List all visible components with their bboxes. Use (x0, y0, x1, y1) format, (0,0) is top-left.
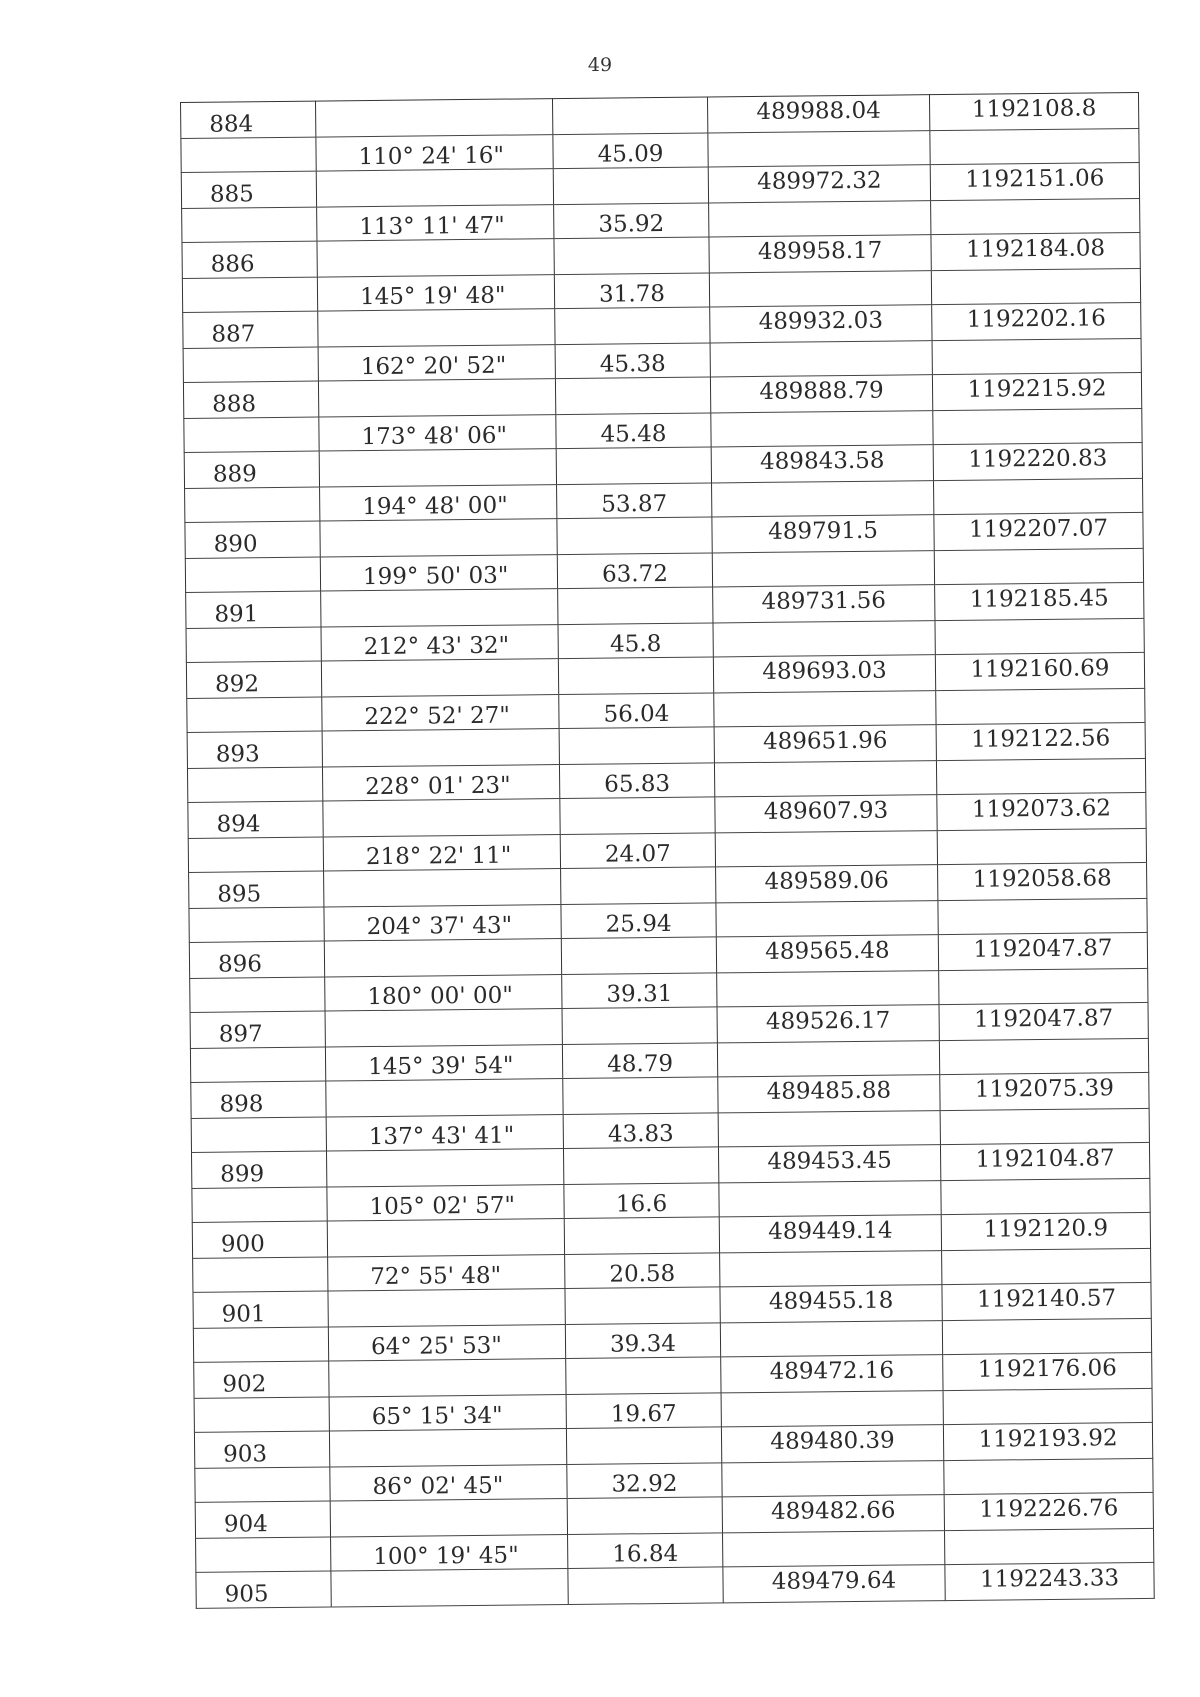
station-cell: 903 (194, 1431, 329, 1468)
distance-cell (561, 937, 716, 975)
northing-cell (930, 128, 1139, 164)
northing-cell: 1192108.8 (929, 92, 1138, 130)
northing-cell: 1192140.57 (942, 1282, 1151, 1320)
distance-cell: 19.67 (566, 1393, 721, 1429)
distance-cell (554, 237, 709, 275)
bearing-cell (319, 449, 556, 487)
station-cell: 901 (193, 1291, 328, 1328)
northing-cell: 1192104.87 (940, 1142, 1149, 1180)
distance-cell: 45.8 (558, 623, 713, 659)
distance-cell: 16.84 (568, 1533, 723, 1569)
station-cell (181, 137, 316, 172)
station-cell (193, 1257, 328, 1292)
easting-cell (719, 1181, 941, 1217)
northing-cell (936, 758, 1145, 794)
bearing-cell (329, 1429, 566, 1467)
distance-cell: 16.6 (564, 1183, 719, 1219)
northing-cell: 1192047.87 (939, 1002, 1148, 1040)
distance-cell (552, 97, 707, 135)
bearing-cell: 100° 19' 45" (331, 1535, 568, 1571)
distance-cell: 48.79 (562, 1043, 717, 1079)
bearing-cell (330, 1499, 567, 1537)
bearing-cell (325, 1009, 562, 1047)
northing-cell: 1192243.33 (945, 1562, 1154, 1600)
station-cell (185, 557, 320, 592)
easting-cell (723, 1531, 945, 1567)
easting-cell: 489651.96 (714, 725, 936, 763)
easting-cell: 489565.48 (716, 935, 938, 973)
northing-cell: 1192202.16 (932, 302, 1141, 340)
distance-cell: 53.87 (557, 483, 712, 519)
easting-cell: 489485.88 (718, 1075, 940, 1113)
station-cell (184, 417, 319, 452)
northing-cell (938, 898, 1147, 934)
bearing-cell (324, 869, 561, 907)
station-cell (193, 1327, 328, 1362)
bearing-cell (323, 799, 560, 837)
station-cell (190, 977, 325, 1012)
easting-cell: 489791.5 (712, 515, 934, 553)
easting-cell (709, 201, 931, 237)
page-number: 49 (587, 54, 613, 76)
easting-cell (721, 1391, 943, 1427)
easting-cell (715, 831, 937, 867)
northing-cell (931, 268, 1140, 304)
easting-cell: 489693.03 (713, 655, 935, 693)
easting-cell: 489526.17 (717, 1005, 939, 1043)
station-cell (191, 1117, 326, 1152)
bearing-cell: 162° 20' 52" (318, 345, 555, 381)
northing-cell: 1192120.9 (941, 1212, 1150, 1250)
northing-cell (939, 1038, 1148, 1074)
distance-cell: 39.34 (565, 1323, 720, 1359)
distance-cell: 25.94 (561, 903, 716, 939)
distance-cell: 56.04 (559, 693, 714, 729)
bearing-cell: 194° 48' 00" (320, 485, 557, 521)
bearing-cell: 105° 02' 57" (327, 1185, 564, 1221)
northing-cell (939, 968, 1148, 1004)
bearing-cell (331, 1569, 568, 1607)
station-cell (190, 1047, 325, 1082)
easting-cell (714, 691, 936, 727)
bearing-cell (320, 519, 557, 557)
station-cell (196, 1537, 331, 1572)
bearing-cell (321, 659, 558, 697)
easting-cell: 489455.18 (720, 1285, 942, 1323)
station-cell: 894 (188, 801, 323, 838)
northing-cell (935, 618, 1144, 654)
station-cell (189, 907, 324, 942)
bearing-cell: 65° 15' 34" (329, 1395, 566, 1431)
distance-cell (560, 797, 715, 835)
station-cell (182, 277, 317, 312)
easting-cell (720, 1321, 942, 1357)
easting-cell: 489482.66 (722, 1495, 944, 1533)
station-cell: 905 (196, 1571, 331, 1608)
station-cell: 893 (187, 731, 322, 768)
distance-cell (555, 377, 710, 415)
bearing-cell: 145° 39' 54" (325, 1045, 562, 1081)
northing-cell: 1192220.83 (933, 442, 1142, 480)
distance-cell: 20.58 (565, 1253, 720, 1289)
station-cell (192, 1187, 327, 1222)
easting-cell: 489843.58 (711, 445, 933, 483)
easting-cell: 489453.45 (718, 1145, 940, 1183)
bearing-cell: 228° 01' 23" (322, 765, 559, 801)
bearing-cell: 218° 22' 11" (323, 835, 560, 871)
distance-cell: 43.83 (563, 1113, 718, 1149)
northing-cell (936, 688, 1145, 724)
bearing-cell: 145° 19' 48" (317, 275, 554, 311)
easting-cell (720, 1251, 942, 1287)
bearing-cell (328, 1289, 565, 1327)
station-cell (186, 627, 321, 662)
distance-cell: 45.09 (553, 133, 708, 169)
station-cell: 899 (192, 1151, 327, 1188)
northing-cell: 1192184.08 (931, 232, 1140, 270)
northing-cell: 1192185.45 (935, 582, 1144, 620)
easting-cell (714, 761, 936, 797)
bearing-cell (316, 169, 553, 207)
station-cell: 902 (194, 1361, 329, 1398)
distance-cell: 45.38 (555, 343, 710, 379)
easting-cell: 489607.93 (715, 795, 937, 833)
northing-cell: 1192151.06 (930, 162, 1139, 200)
northing-cell (942, 1318, 1151, 1354)
distance-cell: 65.83 (559, 763, 714, 799)
station-cell: 886 (182, 241, 317, 278)
bearing-cell: 222° 52' 27" (322, 695, 559, 731)
bearing-cell (326, 1149, 563, 1187)
distance-cell (563, 1077, 718, 1115)
northing-cell (934, 548, 1143, 584)
survey-coordinates-table (180, 92, 1155, 1609)
easting-cell: 489449.14 (719, 1215, 941, 1253)
distance-cell (561, 867, 716, 905)
northing-cell: 1192160.69 (935, 652, 1144, 690)
northing-cell: 1192215.92 (932, 372, 1141, 410)
distance-cell (559, 727, 714, 765)
easting-cell: 489472.16 (721, 1355, 943, 1393)
station-cell: 884 (181, 101, 316, 138)
northing-cell (945, 1528, 1154, 1564)
distance-cell: 32.92 (567, 1463, 722, 1499)
northing-cell (943, 1388, 1152, 1424)
northing-cell: 1192058.68 (938, 862, 1147, 900)
bearing-cell (321, 589, 558, 627)
distance-cell (553, 167, 708, 205)
distance-cell: 39.31 (562, 973, 717, 1009)
northing-cell: 1192073.62 (937, 792, 1146, 830)
station-cell: 889 (184, 451, 319, 488)
easting-cell (711, 411, 933, 447)
station-cell (182, 207, 317, 242)
distance-cell: 31.78 (554, 273, 709, 309)
easting-cell: 489932.03 (710, 305, 932, 343)
bearing-cell: 137° 43' 41" (326, 1115, 563, 1151)
distance-cell (558, 657, 713, 695)
easting-cell (710, 341, 932, 377)
easting-cell: 489988.04 (707, 95, 929, 133)
bearing-cell (322, 729, 559, 767)
distance-cell: 45.48 (556, 413, 711, 449)
distance-cell: 24.07 (560, 833, 715, 869)
distance-cell (558, 587, 713, 625)
survey-table-body (181, 92, 1155, 1608)
bearing-cell: 180° 00' 00" (325, 975, 562, 1011)
station-cell: 888 (183, 381, 318, 418)
bearing-cell: 72° 55' 48" (328, 1255, 565, 1291)
easting-cell (713, 621, 935, 657)
station-cell (195, 1467, 330, 1502)
bearing-cell: 173° 48' 06" (319, 415, 556, 451)
station-cell: 885 (181, 171, 316, 208)
station-cell (187, 767, 322, 802)
distance-cell (566, 1357, 721, 1395)
distance-cell (556, 447, 711, 485)
bearing-cell (317, 239, 554, 277)
distance-cell (555, 307, 710, 345)
distance-cell: 35.92 (554, 203, 709, 239)
distance-cell (557, 517, 712, 555)
easting-cell (717, 1041, 939, 1077)
northing-cell (934, 478, 1143, 514)
station-cell: 896 (189, 941, 324, 978)
bearing-cell (318, 379, 555, 417)
easting-cell (716, 901, 938, 937)
easting-cell (722, 1461, 944, 1497)
easting-cell: 489589.06 (716, 865, 938, 903)
northing-cell (944, 1458, 1153, 1494)
bearing-cell: 86° 02' 45" (330, 1465, 567, 1501)
station-cell (187, 697, 322, 732)
bearing-cell (326, 1079, 563, 1117)
bearing-cell: 199° 50' 03" (320, 555, 557, 591)
station-cell: 891 (186, 591, 321, 628)
bearing-cell: 212° 43' 32" (321, 625, 558, 661)
station-cell: 900 (192, 1221, 327, 1258)
station-cell: 898 (191, 1081, 326, 1118)
bearing-cell (315, 99, 552, 137)
northing-cell: 1192193.92 (943, 1422, 1152, 1460)
northing-cell (940, 1108, 1149, 1144)
northing-cell (941, 1178, 1150, 1214)
distance-cell (562, 1007, 717, 1045)
bearing-cell: 110° 24' 16" (316, 135, 553, 171)
bearing-cell (324, 939, 561, 977)
bearing-cell: 113° 11' 47" (317, 205, 554, 241)
northing-cell: 1192226.76 (944, 1492, 1153, 1530)
station-cell: 892 (186, 661, 321, 698)
station-cell (188, 837, 323, 872)
station-cell (185, 487, 320, 522)
northing-cell: 1192207.07 (934, 512, 1143, 550)
station-cell: 895 (189, 871, 324, 908)
easting-cell: 489972.32 (708, 165, 930, 203)
northing-cell (931, 198, 1140, 234)
distance-cell (563, 1147, 718, 1185)
easting-cell (712, 551, 934, 587)
bearing-cell: 64° 25' 53" (328, 1325, 565, 1361)
northing-cell: 1192047.87 (938, 932, 1147, 970)
station-cell (194, 1397, 329, 1432)
northing-cell (937, 828, 1146, 864)
station-cell: 904 (195, 1501, 330, 1538)
easting-cell: 489480.39 (721, 1425, 943, 1463)
bearing-cell (318, 309, 555, 347)
station-cell: 890 (185, 521, 320, 558)
northing-cell: 1192075.39 (940, 1072, 1149, 1110)
distance-cell (568, 1567, 723, 1605)
station-cell: 897 (190, 1011, 325, 1048)
easting-cell (712, 481, 934, 517)
distance-cell (564, 1217, 719, 1255)
distance-cell (567, 1497, 722, 1535)
station-cell (183, 347, 318, 382)
northing-cell (932, 338, 1141, 374)
easting-cell: 489888.79 (710, 375, 932, 413)
easting-cell: 489479.64 (723, 1565, 945, 1603)
bearing-cell (329, 1359, 566, 1397)
distance-cell (566, 1427, 721, 1465)
station-cell: 887 (183, 311, 318, 348)
easting-cell (718, 1111, 940, 1147)
northing-cell: 1192176.06 (943, 1352, 1152, 1390)
easting-cell (717, 971, 939, 1007)
distance-cell (565, 1287, 720, 1325)
bearing-cell (327, 1219, 564, 1257)
easting-cell (709, 271, 931, 307)
northing-cell (942, 1248, 1151, 1284)
easting-cell: 489958.17 (709, 235, 931, 273)
northing-cell (933, 408, 1142, 444)
easting-cell: 489731.56 (713, 585, 935, 623)
distance-cell: 63.72 (557, 553, 712, 589)
northing-cell: 1192122.56 (936, 722, 1145, 760)
easting-cell (708, 131, 930, 167)
bearing-cell: 204° 37' 43" (324, 905, 561, 941)
